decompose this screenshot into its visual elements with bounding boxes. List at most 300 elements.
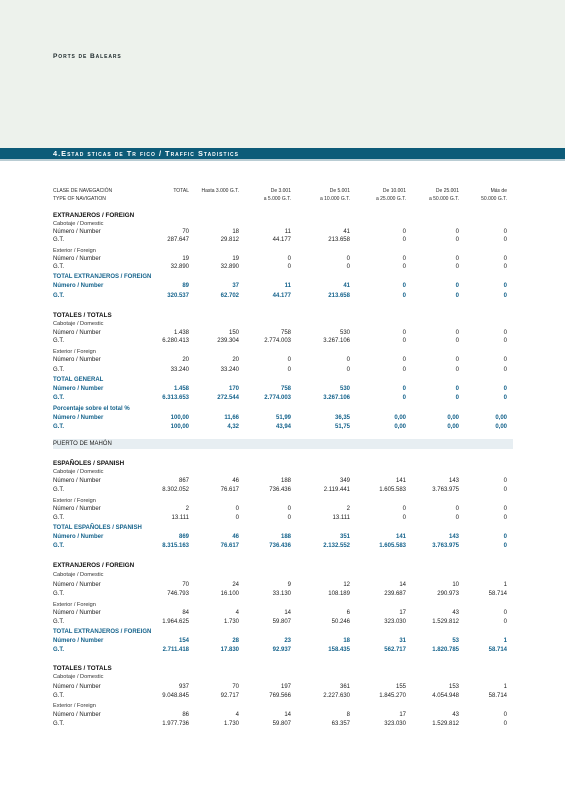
table-cell: 76.617 [220, 543, 239, 549]
table-cell: 0 [455, 367, 459, 373]
table-row [53, 637, 513, 645]
table-cell: 1.845.270 [379, 693, 406, 699]
table-row [53, 337, 513, 345]
table-row [53, 581, 513, 589]
table-row [53, 423, 513, 431]
row-label: TOTAL GENERAL [53, 377, 104, 383]
table-cell: 43 [452, 712, 459, 718]
table-cell: 290.973 [437, 591, 459, 597]
table-cell: 0 [455, 293, 459, 299]
table-cell: 0 [455, 330, 459, 336]
table-cell: 59.807 [272, 619, 291, 625]
table-cell: 0 [503, 478, 507, 484]
row-label: G.T. [53, 424, 65, 430]
table-cell: 17 [399, 712, 406, 718]
table-cell: 0 [402, 386, 406, 392]
table-cell: 6.313.653 [162, 395, 189, 401]
table-cell: 63.357 [331, 721, 350, 727]
table-cell: 1.605.583 [379, 543, 406, 549]
port-heading-row [53, 439, 513, 449]
table-cell: 323.030 [384, 619, 406, 625]
table-row [53, 720, 513, 728]
row-label: Número / Number [53, 229, 101, 235]
table-cell: 8.315.163 [162, 543, 189, 549]
table-cell: 1.820.785 [432, 647, 459, 653]
row-label: ESPAÑOLES / SPANISH [53, 460, 125, 467]
table-cell: 0 [503, 386, 507, 392]
table-cell: 4 [235, 610, 239, 616]
table-cell: 11 [284, 229, 291, 235]
table-row [53, 618, 513, 626]
table-cell: 0 [287, 357, 291, 363]
row-label: Número / Number [53, 712, 101, 718]
table-cell: 0 [503, 515, 507, 521]
table-cell: 0,00 [447, 424, 459, 430]
table-row [53, 497, 513, 505]
table-cell: 3.763.975 [432, 543, 459, 549]
table-cell: 13.111 [171, 515, 189, 521]
table-row [53, 282, 513, 290]
table-cell: 1.977.736 [162, 721, 189, 727]
table-cell: 143 [448, 534, 459, 540]
table-cell: 0 [287, 256, 291, 262]
table-cell: 0 [455, 283, 459, 289]
row-label: G.T. [53, 515, 65, 521]
table-cell: 14 [284, 712, 291, 718]
row-label: G.T. [53, 721, 65, 727]
table-row [53, 601, 513, 609]
table-cell: 0 [455, 229, 459, 235]
table-cell: 0 [503, 721, 507, 727]
row-label: Cabotaje / Domestic [53, 221, 104, 227]
table-cell: 23 [284, 638, 291, 644]
table-row [53, 711, 513, 719]
table-cell: 1.730 [223, 619, 239, 625]
row-label: Número / Number [53, 534, 104, 540]
table-cell: 153 [448, 684, 459, 690]
row-label: G.T. [53, 543, 65, 549]
table-row [53, 628, 513, 636]
table-cell: 19 [232, 256, 239, 262]
table-cell: 33.240 [170, 367, 189, 373]
column-header: CLASE DE NAVEGACIÓN [53, 188, 113, 194]
table-row [53, 212, 513, 220]
table-cell: 13.111 [332, 515, 350, 521]
table-cell: 0 [402, 515, 406, 521]
table-cell: 37 [232, 283, 239, 289]
table-row [53, 514, 513, 522]
table-cell: 3.267.106 [323, 338, 350, 344]
table-row [53, 665, 513, 673]
row-label: Número / Number [53, 638, 104, 644]
table-cell: 188 [280, 478, 291, 484]
table-row [53, 692, 513, 700]
table-cell: 41 [343, 283, 350, 289]
table-cell: 0 [455, 395, 459, 401]
table-cell: 1.458 [173, 386, 189, 392]
table-cell: 0 [402, 237, 406, 243]
table-cell: 0 [402, 367, 406, 373]
table-cell: 155 [395, 684, 406, 690]
table-cell: 0 [503, 357, 507, 363]
table-cell: 28 [232, 638, 239, 644]
table-cell: 213.658 [328, 293, 350, 299]
table-cell: 0 [287, 506, 291, 512]
table-cell: 12 [343, 582, 350, 588]
table-cell: 0 [287, 367, 291, 373]
table-cell: 0 [503, 229, 507, 235]
table-cell: 0 [455, 338, 459, 344]
table-cell: 84 [182, 610, 189, 616]
table-cell: 4 [235, 712, 239, 718]
table-cell: 0 [503, 237, 507, 243]
row-label: Número / Number [53, 357, 101, 363]
table-cell: 2 [185, 506, 189, 512]
table-cell: 0 [503, 395, 507, 401]
row-label: Porcentaje sobre el total % [53, 406, 130, 412]
column-header: De 25.001 [435, 188, 459, 194]
row-label: Número / Number [53, 610, 101, 616]
table-cell: 100,00 [170, 424, 189, 430]
table-cell: 3.267.106 [323, 395, 350, 401]
table-cell: 0 [402, 293, 406, 299]
table-cell: 92.717 [220, 693, 239, 699]
table-row [53, 460, 513, 468]
row-label: G.T. [53, 338, 65, 344]
table-cell: 33.130 [272, 591, 291, 597]
table-cell: 18 [343, 638, 350, 644]
table-cell: 0 [503, 610, 507, 616]
table-cell: 2.774.003 [264, 395, 291, 401]
table-cell: 272.544 [217, 395, 239, 401]
table-cell: 0 [346, 256, 350, 262]
table-cell: 758 [280, 330, 291, 336]
row-label: EXTRANJEROS / FOREIGN [53, 562, 135, 569]
table-cell: 29.812 [220, 237, 239, 243]
table-cell: 6.280.413 [162, 338, 189, 344]
table-cell: 33.240 [220, 367, 239, 373]
row-label: Número / Number [53, 330, 101, 336]
table-row [53, 263, 513, 271]
table-cell: 1.730 [223, 721, 239, 727]
table-cell: 2.132.552 [323, 543, 350, 549]
table-cell: 0 [402, 395, 406, 401]
table-cell: 41 [343, 229, 350, 235]
column-header: De 10.001 [382, 188, 406, 194]
row-label: G.T. [53, 395, 65, 401]
table-cell: 0 [346, 264, 350, 270]
row-label: Cabotaje / Domestic [53, 572, 104, 578]
table-cell: 8.302.052 [162, 487, 189, 493]
table-cell: 43 [452, 610, 459, 616]
table-cell: 46 [232, 534, 239, 540]
table-cell: 62.702 [220, 293, 239, 299]
row-label: EXTRANJEROS / FOREIGN [53, 212, 135, 219]
row-label: G.T. [53, 647, 65, 653]
table-cell: 141 [395, 534, 406, 540]
table-cell: 562.717 [384, 647, 406, 653]
table-row [53, 590, 513, 598]
table-cell: 197 [280, 684, 291, 690]
table-cell: 0,00 [495, 424, 507, 430]
table-row [53, 220, 513, 228]
table-cell: 0 [402, 338, 406, 344]
table-cell: 43,94 [275, 424, 291, 430]
row-label: TOTAL ESPAÑOLES / SPANISH [53, 525, 142, 531]
table-cell: 1.605.583 [379, 487, 406, 493]
table-cell: 158.435 [328, 647, 350, 653]
table-cell: 2 [346, 506, 350, 512]
table-cell: 0 [346, 357, 350, 363]
table-cell: 154 [178, 638, 189, 644]
table-cell: 213.658 [328, 237, 350, 243]
table-row [53, 356, 513, 364]
column-header: Hasta 3.000 G.T. [201, 188, 239, 194]
table-cell: 58.714 [488, 647, 507, 653]
table-cell: 70 [182, 229, 189, 235]
row-label: Cabotaje / Domestic [53, 674, 104, 680]
table-cell: 0 [346, 367, 350, 373]
table-cell: 0 [235, 506, 239, 512]
table-cell: 2.227.630 [323, 693, 350, 699]
table-cell: 19 [182, 256, 189, 262]
table-cell: 0 [455, 256, 459, 262]
table-row [53, 312, 513, 320]
table-cell: 287.647 [167, 237, 189, 243]
table-row [53, 405, 513, 413]
table-cell: 8 [346, 712, 350, 718]
table-cell: 869 [178, 534, 189, 540]
table-cell: 1 [503, 582, 507, 588]
table-cell: 108.189 [328, 591, 350, 597]
table-cell: 0 [503, 367, 507, 373]
table-cell: 0 [455, 357, 459, 363]
table-cell: 16.100 [220, 591, 239, 597]
table-cell: 53 [452, 638, 459, 644]
row-label: Número / Number [53, 386, 104, 392]
table-row [53, 562, 513, 570]
table-cell: 0 [402, 283, 406, 289]
table-cell: 0 [503, 619, 507, 625]
column-header-line-2 [53, 195, 513, 203]
table-cell: 11 [284, 283, 291, 289]
table-cell: 32.890 [220, 264, 239, 270]
table-cell: 14 [284, 610, 291, 616]
table-cell: 0 [455, 506, 459, 512]
table-cell: 0 [503, 293, 507, 299]
table-cell: 1.529.812 [432, 619, 459, 625]
table-cell: 20 [232, 357, 239, 363]
table-cell: 0 [402, 264, 406, 270]
table-cell: 0 [235, 515, 239, 521]
table-row [53, 273, 513, 281]
table-cell: 11,66 [224, 415, 239, 421]
table-cell: 89 [182, 283, 189, 289]
table-cell: 10 [452, 582, 459, 588]
table-cell: 20 [182, 357, 189, 363]
row-label: G.T. [53, 693, 65, 699]
table-cell: 0,00 [394, 424, 406, 430]
row-label: Cabotaje / Domestic [53, 469, 104, 475]
table-row [53, 329, 513, 337]
table-cell: 51,75 [334, 424, 350, 430]
table-cell: 18 [232, 229, 239, 235]
column-header: De 3.001 [270, 188, 291, 194]
table-cell: 3.763.975 [432, 487, 459, 493]
table-row [53, 486, 513, 494]
table-cell: 1 [503, 684, 507, 690]
table-cell: 0 [455, 264, 459, 270]
row-label: G.T. [53, 237, 65, 243]
table-cell: 92.937 [272, 647, 291, 653]
table-cell: 0 [503, 264, 507, 270]
table-cell: 0 [402, 330, 406, 336]
table-row [53, 468, 513, 476]
section-divider [0, 159, 565, 161]
table-row [53, 385, 513, 393]
table-row [53, 702, 513, 710]
table-cell: 0 [402, 256, 406, 262]
column-header: TOTAL [173, 188, 189, 194]
column-header: 50.000 G.T. [481, 196, 507, 202]
table-cell: 1.438 [173, 330, 189, 336]
column-header-line-1 [53, 187, 513, 195]
table-row [53, 236, 513, 244]
table-cell: 0 [455, 386, 459, 392]
table-cell: 1.529.812 [432, 721, 459, 727]
row-label: PUERTO DE MAHÓN [53, 441, 112, 447]
table-cell: 14 [399, 582, 406, 588]
row-label: G.T. [53, 293, 65, 299]
table-cell: 0 [503, 487, 507, 493]
row-label: TOTAL EXTRANJEROS / FOREIGN [53, 629, 152, 635]
table-row [53, 477, 513, 485]
table-cell: 2.119.441 [323, 487, 350, 493]
table-cell: 0 [455, 515, 459, 521]
table-row [53, 609, 513, 617]
table-cell: 170 [228, 386, 239, 392]
table-cell: 9 [287, 582, 291, 588]
table-row [53, 542, 513, 550]
row-label: Número / Number [53, 256, 101, 262]
table-cell: 0 [503, 506, 507, 512]
table-cell: 323.030 [384, 721, 406, 727]
table-cell: 150 [228, 330, 239, 336]
table-cell: 31 [399, 638, 406, 644]
table-cell: 44.177 [272, 293, 291, 299]
row-label: Número / Number [53, 478, 101, 484]
table-cell: 44.177 [272, 237, 291, 243]
row-label: G.T. [53, 591, 65, 597]
table-row [53, 414, 513, 422]
section-title: 4.Estad sticas de Tr fico / Traffic Stadistics [53, 149, 239, 158]
row-label: Exterior / Foreign [53, 349, 96, 355]
row-label: G.T. [53, 487, 65, 493]
table-row [53, 394, 513, 402]
table-cell: 361 [339, 684, 350, 690]
table-cell: 0 [503, 712, 507, 718]
table-cell: 4,32 [227, 424, 239, 430]
table-cell: 58.714 [488, 693, 507, 699]
table-row [53, 376, 513, 384]
table-cell: 0 [503, 338, 507, 344]
table-row [53, 320, 513, 328]
row-label: Número / Number [53, 684, 101, 690]
table-cell: 51,99 [275, 415, 291, 421]
table-cell: 349 [339, 478, 350, 484]
row-label: Número / Number [53, 506, 101, 512]
table-cell: 0 [503, 534, 507, 540]
table-cell: 86 [182, 712, 189, 718]
table-cell: 4.054.948 [432, 693, 459, 699]
row-label: TOTAL EXTRANJEROS / FOREIGN [53, 274, 152, 280]
table-cell: 736.436 [269, 487, 291, 493]
table-cell: 867 [178, 478, 189, 484]
table-row [53, 255, 513, 263]
table-row [53, 571, 513, 579]
table-cell: 70 [182, 582, 189, 588]
table-cell: 0 [503, 543, 507, 549]
row-label: Número / Number [53, 283, 104, 289]
table-cell: 758 [280, 386, 291, 392]
column-header: a 50.000 G.T. [428, 196, 459, 202]
table-cell: 46 [232, 478, 239, 484]
table-cell: 0,00 [495, 415, 507, 421]
table-cell: 0 [503, 330, 507, 336]
table-cell: 769.566 [269, 693, 291, 699]
table-cell: 0 [287, 515, 291, 521]
header-band [0, 0, 565, 148]
table-cell: 0 [402, 229, 406, 235]
table-cell: 50.246 [331, 619, 350, 625]
row-label: Exterior / Foreign [53, 498, 96, 504]
table-cell: 32.890 [170, 264, 189, 270]
column-header: a 25.000 G.T. [375, 196, 406, 202]
table-cell: 0 [455, 237, 459, 243]
table-cell: 58.714 [488, 591, 507, 597]
table-cell: 351 [339, 534, 350, 540]
table-row [53, 348, 513, 356]
row-label: Cabotaje / Domestic [53, 321, 104, 327]
table-cell: 0 [287, 264, 291, 270]
row-label: Número / Number [53, 582, 101, 588]
table-row [53, 366, 513, 374]
table-cell: 17.830 [220, 647, 239, 653]
table-row [53, 228, 513, 236]
table-cell: 0 [503, 256, 507, 262]
table-row [53, 247, 513, 255]
table-cell: 0,00 [394, 415, 406, 421]
row-label: TOTALES / TOTALS [53, 312, 112, 319]
table-cell: 0 [503, 283, 507, 289]
table-row [53, 505, 513, 513]
table-cell: 239.687 [384, 591, 406, 597]
table-cell: 937 [178, 684, 189, 690]
table-cell: 24 [232, 582, 239, 588]
column-header: TYPE OF NAVIGATION [53, 196, 106, 202]
column-header: a 5.000 G.T. [263, 196, 291, 202]
row-label: TOTALES / TOTALS [53, 665, 112, 672]
table-cell: 1.964.625 [162, 619, 189, 625]
table-cell: 0,00 [447, 415, 459, 421]
table-cell: 239.304 [217, 338, 239, 344]
table-cell: 0 [402, 357, 406, 363]
table-row [53, 673, 513, 681]
table-cell: 0 [402, 506, 406, 512]
table-cell: 100,00 [170, 415, 189, 421]
column-header: a 10.000 G.T. [319, 196, 350, 202]
row-label: Exterior / Foreign [53, 248, 96, 254]
